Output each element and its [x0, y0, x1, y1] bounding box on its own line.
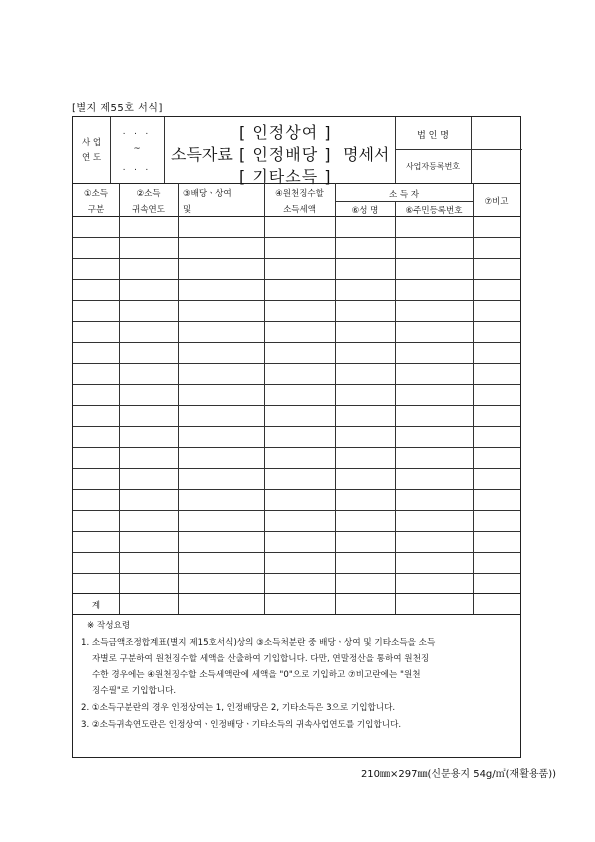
col-year-line1: ②소득	[136, 189, 161, 199]
total-row-fields[interactable]	[120, 594, 520, 613]
col-earner-id: ⑥주민등록번호	[405, 206, 463, 216]
note-1-line-2: 자별로 구분하여 원천징수할 세액을 산출하여 기입합니다. 다만, 연말정산을 통하여 원천징	[92, 654, 430, 664]
notes-heading: ※ 작성요령	[87, 621, 131, 631]
col-tax-line2: 소득세액	[283, 205, 316, 215]
period-start-field[interactable]: . . .	[122, 127, 152, 137]
form-frame	[72, 116, 521, 758]
col-income-type-line2: 구분	[87, 205, 105, 215]
form-number-label: [별지 제55호 서식]	[72, 103, 163, 114]
note-1-line-1: 1. 소득금액조정합계표(별지 제15호서식)상의 ③소득처분란 중 배당ㆍ상여 및 기타소득을 소득	[81, 638, 436, 648]
col-income-type-line1: ①소득	[83, 189, 109, 199]
business-year-label-1: 사 업	[81, 138, 102, 148]
corp-name-label: 법 인 명	[417, 131, 449, 141]
period-end-field[interactable]: . . .	[122, 163, 152, 173]
title-suffix: 명세서	[343, 145, 390, 164]
note-1-line-3: 수한 경우에는 ④원천징수할 소득세액란에 세액을 "0"으로 기입하고 ⑦비고란에는 "원천	[92, 670, 421, 680]
col-earner-group: 소 득 자	[388, 190, 420, 200]
col-amount-line2: 및	[183, 205, 192, 215]
biz-reg-label: 사업자등록번호	[405, 162, 461, 171]
note-3: 3. ②소득귀속연도란은 인정상여ㆍ인정배당ㆍ기타소득의 귀속사업연도를 기입합니다.	[81, 720, 402, 730]
title-option-bonus: [ 인정상여 ]	[239, 123, 332, 142]
col-amount-line1: ③배당ㆍ상여	[183, 189, 232, 199]
paper-spec-footer: 210㎜×297㎜(신문용지 54g/㎡(재활용품))	[360, 769, 556, 780]
data-rows-area[interactable]	[73, 217, 520, 593]
note-1-line-4: 징수필"로 기입합니다.	[92, 686, 177, 696]
total-label: 계	[91, 601, 101, 611]
title-prefix: 소득자료	[171, 145, 233, 164]
col-remarks: ⑦비고	[484, 197, 509, 207]
business-year-label-2: 연 도	[81, 153, 102, 163]
col-tax-line1: ④원천징수할	[275, 189, 324, 199]
title-option-dividend: [ 인정배당 ]	[239, 145, 332, 164]
period-separator: ~	[133, 144, 141, 154]
col-year-line2: 귀속연도	[132, 205, 165, 215]
biz-reg-field[interactable]	[472, 150, 520, 182]
title-option-other: [ 기타소득 ]	[239, 167, 332, 186]
note-2: 2. ①소득구분란의 경우 인정상여는 1, 인정배당은 2, 기타소득은 3으로 기입합니다.	[81, 703, 396, 713]
col-earner-name: ⑥성 명	[351, 206, 379, 216]
corp-name-field[interactable]	[472, 118, 520, 148]
